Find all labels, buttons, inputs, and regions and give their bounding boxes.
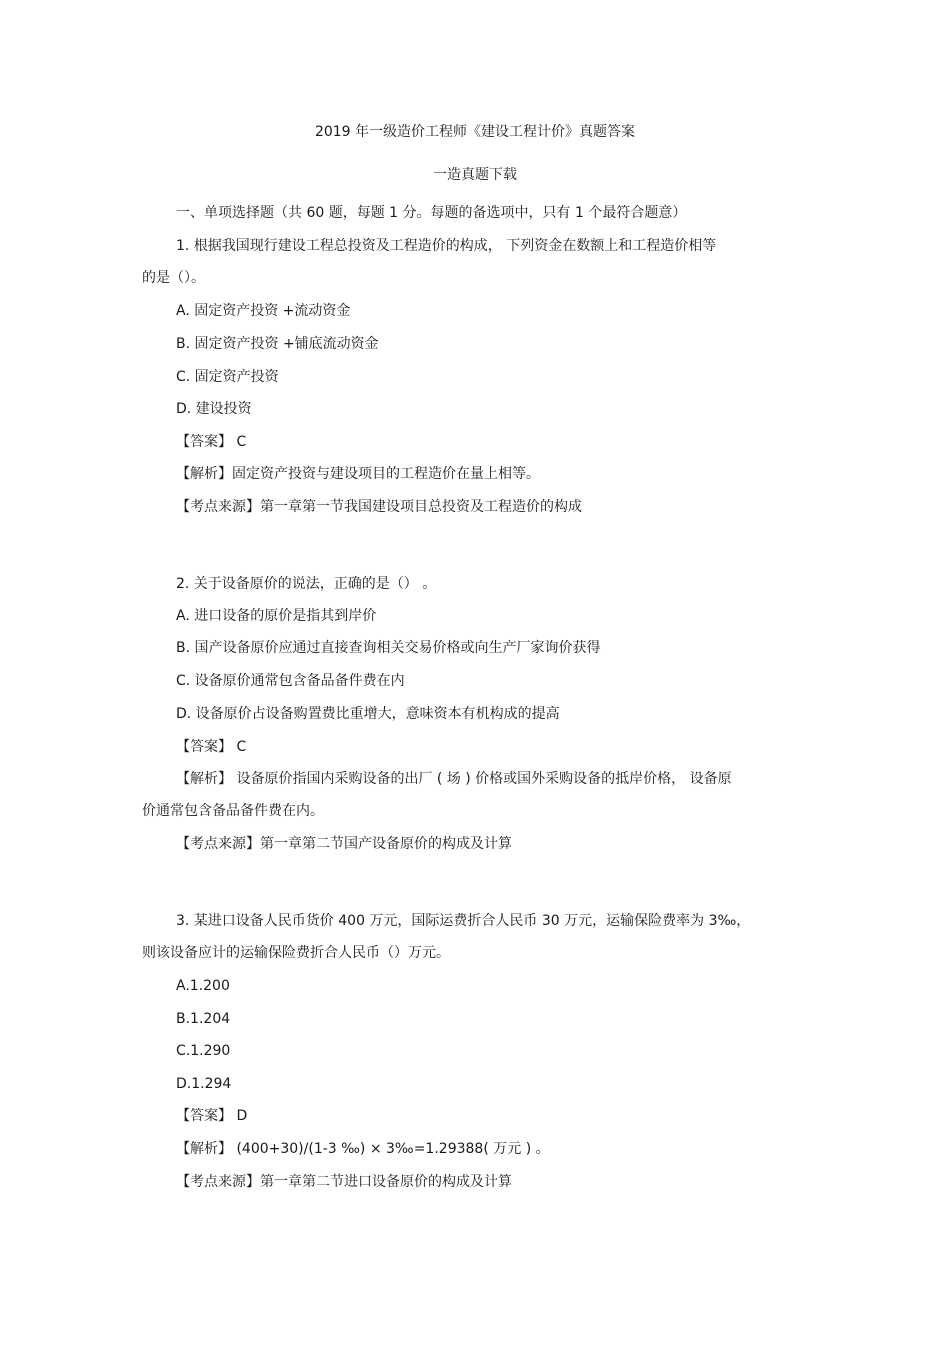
- question-3-option-d: D.1.294: [176, 1076, 232, 1092]
- question-2-source: 【考点来源】第一章第二节国产设备原价的构成及计算: [176, 836, 512, 852]
- question-2-option-a: A. 进口设备的原价是指其到岸价: [176, 608, 377, 624]
- question-3-stem: 3. 某进口设备人民币货价 400 万元，国际运费折合人民币 30 万元，运输保险费率为 3‰，: [176, 913, 751, 929]
- question-2-option-c: C. 设备原价通常包含备品备件费在内: [176, 673, 405, 689]
- question-2-analysis-cont: 价通常包含备品备件费在内。: [142, 803, 324, 819]
- question-2-analysis: 【解析】 设备原价指国内采购设备的出厂 ( 场 ) 价格或国外采购设备的抵岸价格， 设备原: [176, 771, 732, 787]
- question-1-stem-cont: 的是（）。: [142, 270, 205, 286]
- question-2-option-d: D. 设备原价占设备购置费比重增大，意味资本有机构成的提高: [176, 706, 560, 722]
- question-1-analysis: 【解析】固定资产投资与建设项目的工程造价在量上相等。: [176, 466, 540, 482]
- question-1-option-c: C. 固定资产投资: [176, 369, 279, 385]
- question-3-answer: 【答案】 D: [176, 1108, 248, 1124]
- document-title: 2019 年一级造价工程师《建设工程计价》真题答案: [314, 124, 636, 140]
- question-2-stem: 2. 关于设备原价的说法，正确的是（） 。: [176, 576, 437, 592]
- question-3-option-b: B.1.204: [176, 1011, 231, 1027]
- question-3-source: 【考点来源】第一章第二节进口设备原价的构成及计算: [176, 1174, 512, 1190]
- question-2-option-b: B. 国产设备原价应通过直接查询相关交易价格或向生产厂家询价获得: [176, 640, 601, 656]
- question-2-answer: 【答案】 C: [176, 739, 247, 755]
- question-1-stem: 1. 根据我国现行建设工程总投资及工程造价的构成， 下列资金在数额上和工程造价相等: [176, 238, 717, 254]
- question-1-option-b: B. 固定资产投资 +铺底流动资金: [176, 336, 379, 352]
- section-heading: 一、单项选择题（共 60 题，每题 1 分。每题的备选项中，只有 1 个最符合题意）: [176, 205, 687, 221]
- question-1-source: 【考点来源】第一章第一节我国建设项目总投资及工程造价的构成: [176, 499, 582, 515]
- question-3-analysis: 【解析】 (400+30)/(1-3 ‰) × 3‰=1.29388( 万元 ) 。: [176, 1141, 550, 1157]
- question-1-option-a: A. 固定资产投资 +流动资金: [176, 303, 351, 319]
- question-1-answer: 【答案】 C: [176, 434, 247, 450]
- question-3-option-a: A.1.200: [176, 978, 230, 994]
- document-subtitle: 一造真题下载: [433, 167, 517, 183]
- question-3-stem-cont: 则该设备应计的运输保险费折合人民币（）万元。: [142, 945, 450, 961]
- question-1-option-d: D. 建设投资: [176, 401, 252, 417]
- question-3-option-c: C.1.290: [176, 1043, 231, 1059]
